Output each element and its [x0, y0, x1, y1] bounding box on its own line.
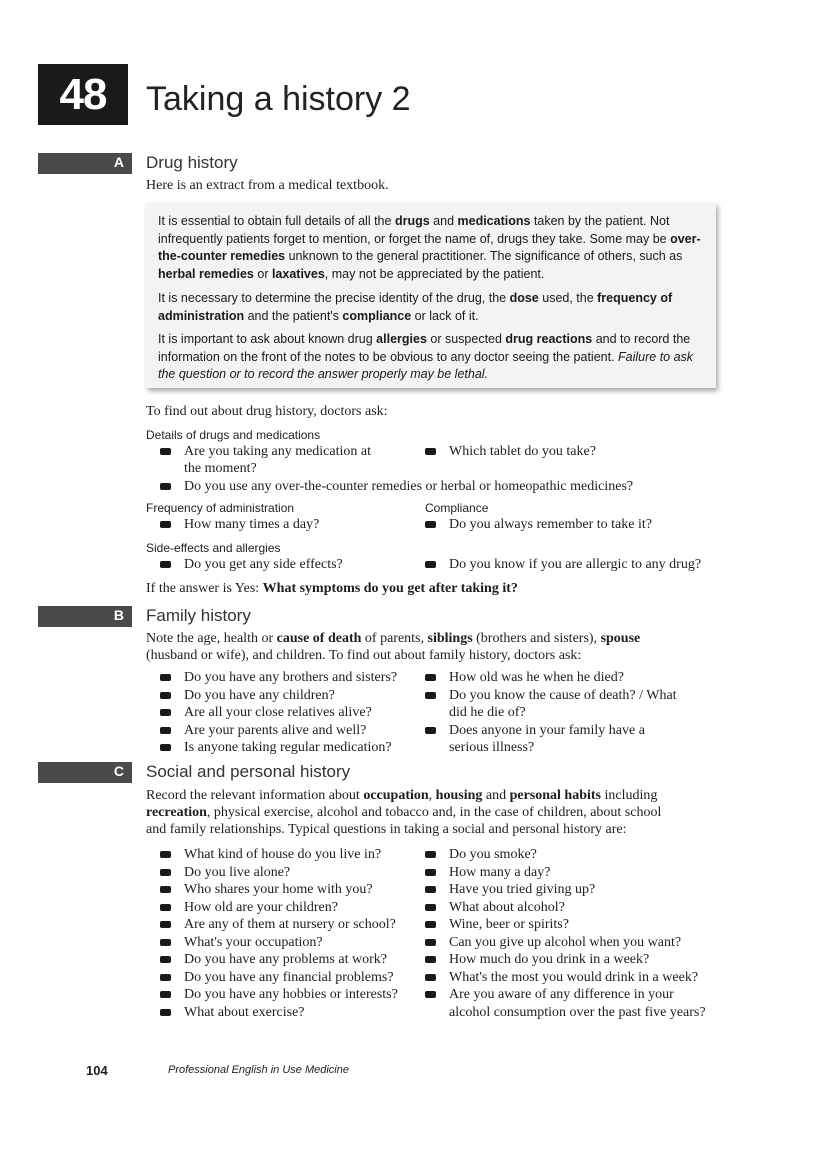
label-compliance: Compliance	[425, 501, 489, 515]
section-b-intro: (husband or wife), and children. To find out about family history, doctors ask:	[146, 648, 582, 663]
bullet-icon	[160, 483, 171, 490]
book-title: Professional English in Use Medicine	[168, 1064, 349, 1076]
bullet-icon	[425, 521, 436, 528]
page-title: Taking a history 2	[146, 80, 411, 118]
bullet-icon	[160, 991, 171, 998]
textbook-extract	[146, 203, 716, 388]
find-out-text: To find out about drug history, doctors ask:	[146, 404, 388, 419]
bullet-icon	[160, 956, 171, 963]
bullet-icon	[160, 904, 171, 911]
bullet-icon	[425, 921, 436, 928]
section-a-intro: Here is an extract from a medical textbook.	[146, 178, 389, 193]
section-a-letter: A	[113, 154, 124, 170]
extract-paragraph: It is necessary to determine the precise identity of the drug, the dose used, the frequency of administration and the patient's compliance or lack of it.	[158, 291, 673, 323]
bullet-icon	[160, 851, 171, 858]
bullet-icon	[160, 674, 171, 681]
unit-number: 48	[59, 70, 107, 119]
bullet-icon	[425, 974, 436, 981]
bullet-icon	[160, 974, 171, 981]
extract-paragraph: It is important to ask about known drug allergies or suspected drug reactions and to record the information on the front of the notes to be obvious to any doctor seeing the patient. Failure to ask the question or to record the answer properly may be lethal.	[158, 332, 694, 381]
bullet-icon	[425, 851, 436, 858]
yes-answer-line: If the answer is Yes: What symptoms do you get after taking it?	[146, 581, 518, 596]
bullet-icon	[425, 904, 436, 911]
bullet-icon	[425, 939, 436, 946]
bullet-icon	[425, 727, 436, 734]
section-c-intro: Record the relevant information about occupation, housing and personal habits including	[146, 788, 658, 803]
bullet-icon	[160, 869, 171, 876]
label-side-effects: Side-effects and allergies	[146, 541, 281, 555]
section-c-letter: C	[113, 763, 124, 779]
bullet-icon	[160, 521, 171, 528]
bullet-icon	[160, 744, 171, 751]
bullet-icon	[160, 886, 171, 893]
section-a-bar	[38, 153, 132, 174]
bullet-icon	[160, 727, 171, 734]
section-b-intro: Note the age, health or cause of death of parents, siblings (brothers and sisters), spouse	[146, 631, 641, 646]
section-c-intro: recreation, physical exercise, alcohol and tobacco and, in the case of children, about school	[146, 805, 662, 820]
section-a-title: Drug history	[146, 153, 238, 172]
bullet-icon	[425, 561, 436, 568]
bullet-icon	[425, 674, 436, 681]
bullet-icon	[160, 1009, 171, 1016]
section-c-intro: and family relationships. Typical questions in taking a social and personal history are:	[146, 822, 627, 837]
bullet-icon	[160, 561, 171, 568]
bullet-icon	[160, 939, 171, 946]
label-frequency: Frequency of administration	[146, 501, 295, 515]
bullet-icon	[160, 921, 171, 928]
bullet-icon	[425, 869, 436, 876]
unit-number-box	[38, 64, 128, 125]
label-details: Details of drugs and medications	[146, 428, 321, 442]
bullet-icon	[425, 886, 436, 893]
section-c-title: Social and personal history	[146, 762, 351, 781]
bullet-icon	[160, 448, 171, 455]
bullet-icon	[425, 448, 436, 455]
extract-paragraph: It is essential to obtain full details of all the drugs and medications taken by the patient. Not infrequently patients forget to mention, or forget the name of, drugs they take. Some may be over-the-counter remedies unknown to the general practitioner. The significance of others, such as herbal remedies or laxatives, may not be appreciated by the patient.	[158, 214, 701, 281]
section-b-bar	[38, 606, 132, 627]
bullet-icon	[160, 709, 171, 716]
section-b-title: Family history	[146, 606, 251, 625]
section-b-letter: B	[113, 607, 124, 623]
bullet-icon	[425, 956, 436, 963]
section-c-bar	[38, 762, 132, 783]
bullet-icon	[425, 692, 436, 699]
bullet-icon	[425, 991, 436, 998]
bullet-icon	[160, 692, 171, 699]
page-number: 104	[86, 1063, 108, 1078]
